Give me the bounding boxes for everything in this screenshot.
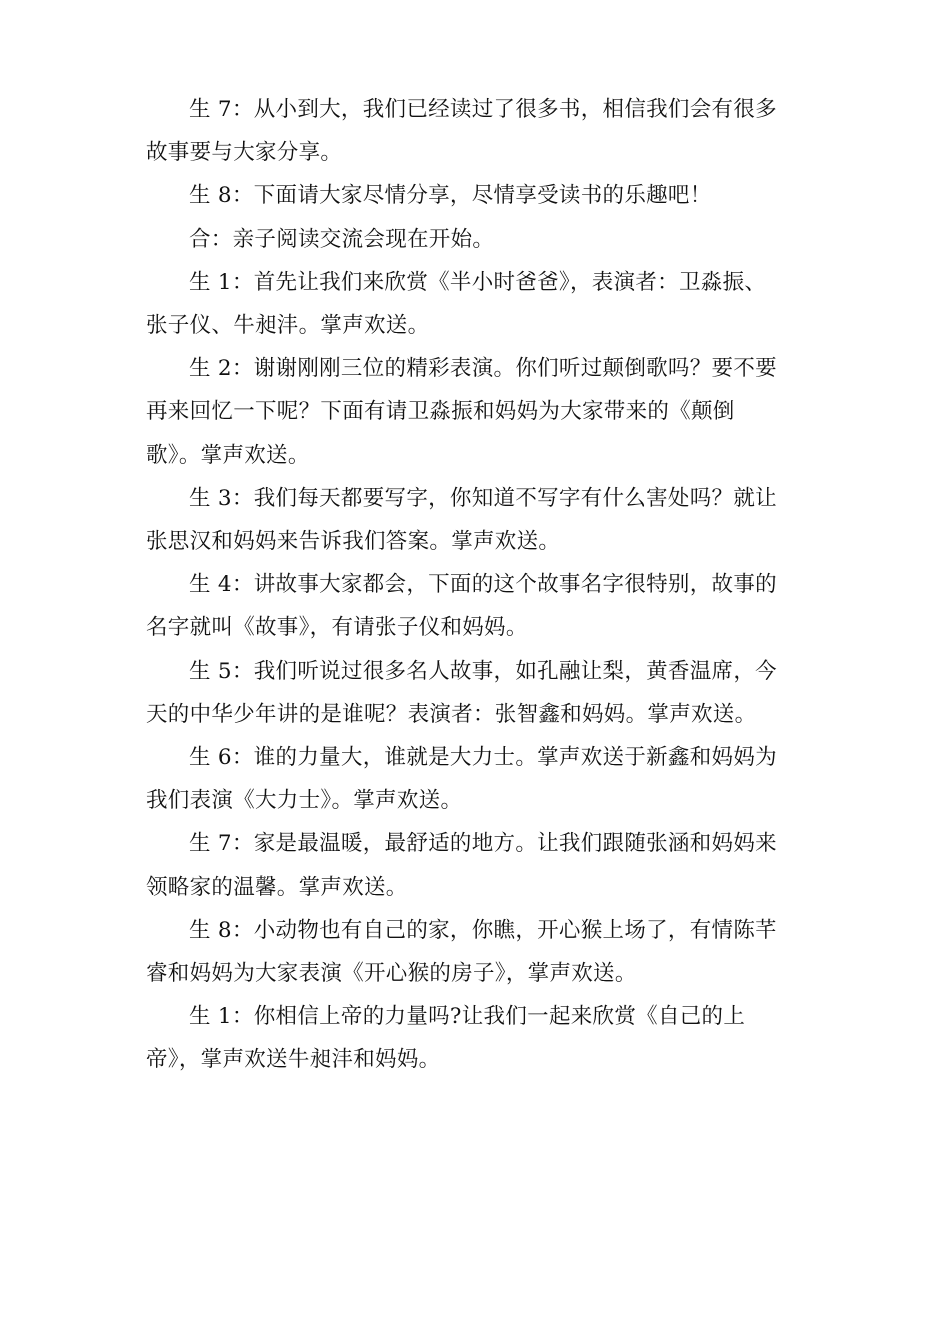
paragraph-7 <box>146 563 796 649</box>
paragraph-line: 领略家的温馨。掌声欢送。 <box>146 874 408 900</box>
paragraph-line: 睿和妈妈为大家表演《开心猴的房子》，掌声欢送。 <box>146 961 637 987</box>
paragraph-line: 生 2：谢谢刚刚三位的精彩表演。你们听过颠倒歌吗？要不要 <box>189 356 777 382</box>
paragraph-line: 生 1：首先让我们来欣赏《半小时爸爸》，表演者：卫淼振、 <box>189 269 767 295</box>
paragraph-line: 生 7：从小到大，我们已经读过了很多书，相信我们会有很多 <box>189 97 777 122</box>
paragraph-6 <box>146 477 796 563</box>
paragraph-line: 再来回忆一下呢？下面有请卫淼振和妈妈为大家带来的《颠倒 <box>146 399 735 425</box>
paragraph-line: 天的中华少年讲的是谁呢？表演者：张智鑫和妈妈。掌声欢送。 <box>146 701 757 727</box>
paragraph-12 <box>146 995 796 1081</box>
paragraph-line: 生 5：我们听说过很多名人故事，如孔融让梨，黄香温席，今 <box>189 658 777 684</box>
paragraph-9 <box>146 736 796 822</box>
paragraph-3 <box>146 218 796 261</box>
paragraph-5 <box>146 347 796 477</box>
paragraph-line: 生 8：下面请大家尽情分享，尽情享受读书的乐趣吧！ <box>189 183 712 209</box>
paragraph-line: 生 7：家是最温暖，最舒适的地方。让我们跟随张涵和妈妈来 <box>189 831 777 857</box>
paragraph-11 <box>146 909 796 995</box>
paragraph-line: 生 4：讲故事大家都会，下面的这个故事名字很特别，故事的 <box>189 572 777 598</box>
paragraph-line: 歌》。掌声欢送。 <box>146 442 310 468</box>
paragraph-4 <box>146 261 796 347</box>
paragraph-line: 帝》，掌声欢送牛昶沣和妈妈。 <box>146 1047 441 1073</box>
paragraph-line: 生 8：小动物也有自己的家，你瞧，开心猴上场了，有情陈芊 <box>189 917 777 943</box>
paragraph-10 <box>146 822 796 908</box>
paragraph-line: 张子仪、牛昶沣。掌声欢送。 <box>146 313 430 339</box>
paragraph-line: 张思汉和妈妈来告诉我们答案。掌声欢送。 <box>146 529 561 555</box>
paragraph-1 <box>146 88 796 174</box>
paragraph-8 <box>146 650 796 736</box>
document-body <box>146 88 796 1082</box>
paragraph-2 <box>146 174 796 217</box>
paragraph-line: 生 6：谁的力量大，谁就是大力士。掌声欢送于新鑫和妈妈为 <box>189 745 777 771</box>
paragraph-line: 名字就叫《故事》，有请张子仪和妈妈。 <box>146 615 528 641</box>
paragraph-line: 合：亲子阅读交流会现在开始。 <box>189 226 495 252</box>
paragraph-line: 故事要与大家分享。 <box>146 140 343 166</box>
paragraph-line: 生 1：你相信上帝的力量吗?让我们一起来欣赏《自己的上 <box>189 1004 746 1030</box>
paragraph-line: 生 3：我们每天都要写字，你知道不写字有什么害处吗？就让 <box>189 485 777 511</box>
paragraph-line: 我们表演《大力士》。掌声欢送。 <box>146 788 463 814</box>
